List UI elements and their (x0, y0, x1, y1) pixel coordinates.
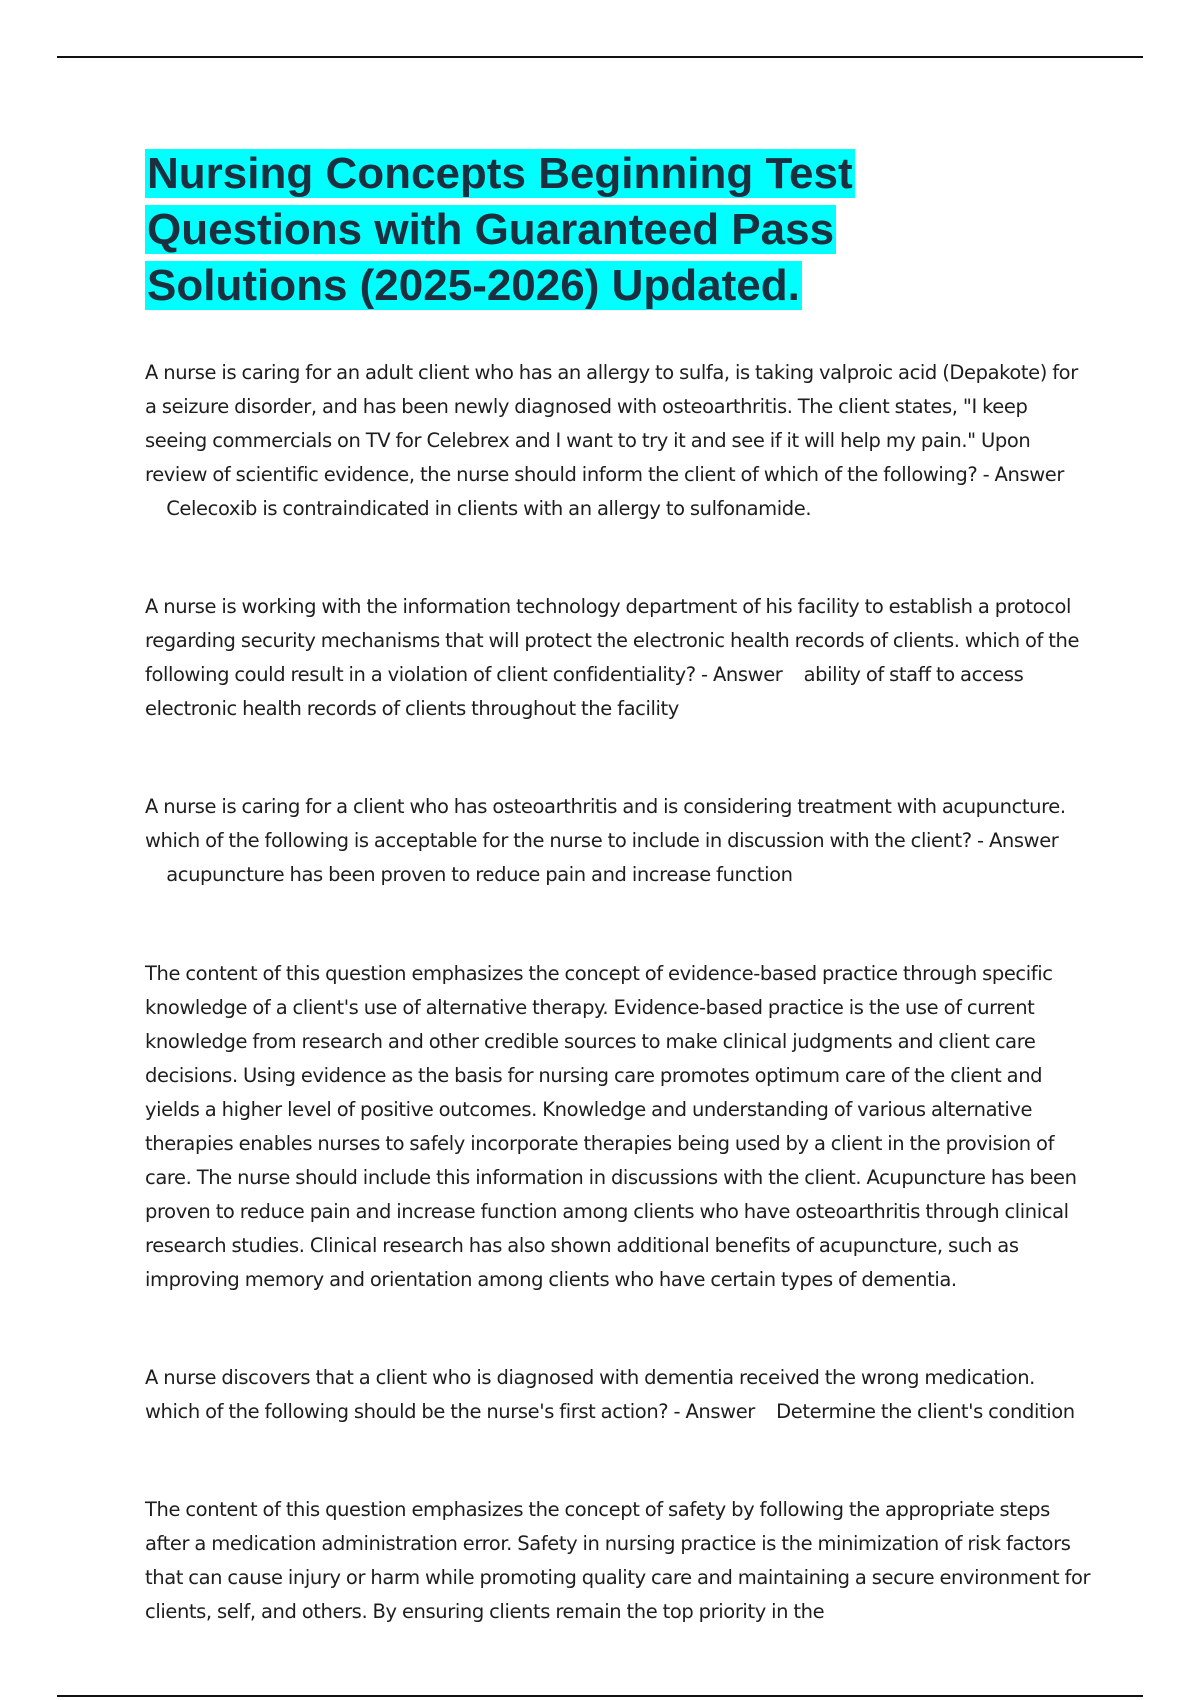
document-body (145, 146, 1091, 1629)
answer-label: - Answer (673, 1400, 755, 1423)
question-item-3 (145, 790, 1091, 892)
document-title (145, 146, 945, 314)
answer-text: Determine the client's condition (776, 1400, 1075, 1423)
answer-label: - Answer (977, 829, 1059, 852)
question-text: A nurse discovers that a client who is diagnosed with dementia received the wrong medication. which of the following should be the nurse's first action? (145, 1366, 1035, 1423)
rationale-paragraph-2: The content of this question emphasizes the concept of safety by following the appropriate steps after a medication administration error. Safety in nursing practice is the minimization of risk factors that can cause injury or harm while promoting quality care and maintaining a secure environment for clients, self, and others. By ensuring clients remain the top priority in the (145, 1498, 1091, 1623)
answer-label: - Answer (982, 463, 1064, 486)
question-text: A nurse is caring for an adult client who has an allergy to sulfa, is taking valproic acid (Depakote) for a seizure disorder, and has been newly diagnosed with osteoarthritis. The client states, "I keep seeing commercials on TV for Celebrex and I want to try it and see if it will help my pain." Upon review of scientific evidence, the nurse should inform the client of which of the following? (145, 361, 1078, 486)
header-rule (57, 56, 1143, 58)
rationale-paragraph-1: The content of this question emphasizes the concept of evidence-based practice through specific knowledge of a client's use of alternative therapy. Evidence-based practice is the use of current knowledge from research and other credible sources to make clinical judgments and client care decisions. Using evidence as the basis for nursing care promotes optimum care of the client and yields a higher level of positive outcomes. Knowledge and understanding of various alternative therapies enables nurses to safely incorporate therapies being used by a client in the provision of care. The nurse should include this information in discussions with the client. Acupuncture has been proven to reduce pain and increase function among clients who have osteoarthritis through clinical research studies. Clinical research has also shown additional benefits of acupuncture, such as improving memory and orientation among clients who have certain types of dementia. (145, 962, 1077, 1291)
answer-text: ability of staff to access electronic health records of clients throughout the facility (145, 663, 1024, 720)
answer-label: - Answer (701, 663, 783, 686)
question-text: A nurse is working with the information technology department of his facility to establish a protocol regarding security mechanisms that will protect the electronic health records of clients. which of the following could result in a violation of client confidentiality? (145, 595, 1080, 686)
answer-text: acupuncture has been proven to reduce pain and increase function (166, 863, 793, 886)
footer-rule (57, 1695, 1143, 1697)
question-item-1 (145, 356, 1091, 526)
question-item-2 (145, 590, 1091, 726)
title-highlight: Nursing Concepts Beginning Test Questions with Guaranteed Pass Solutions (2025-2026) Updated. (147, 149, 853, 310)
question-text: A nurse is caring for a client who has osteoarthritis and is considering treatment with acupuncture. which of the following is acceptable for the nurse to include in discussion with the client? (145, 795, 1066, 852)
question-item-4 (145, 1361, 1091, 1429)
answer-text: Celecoxib is contraindicated in clients with an allergy to sulfonamide. (166, 497, 812, 520)
